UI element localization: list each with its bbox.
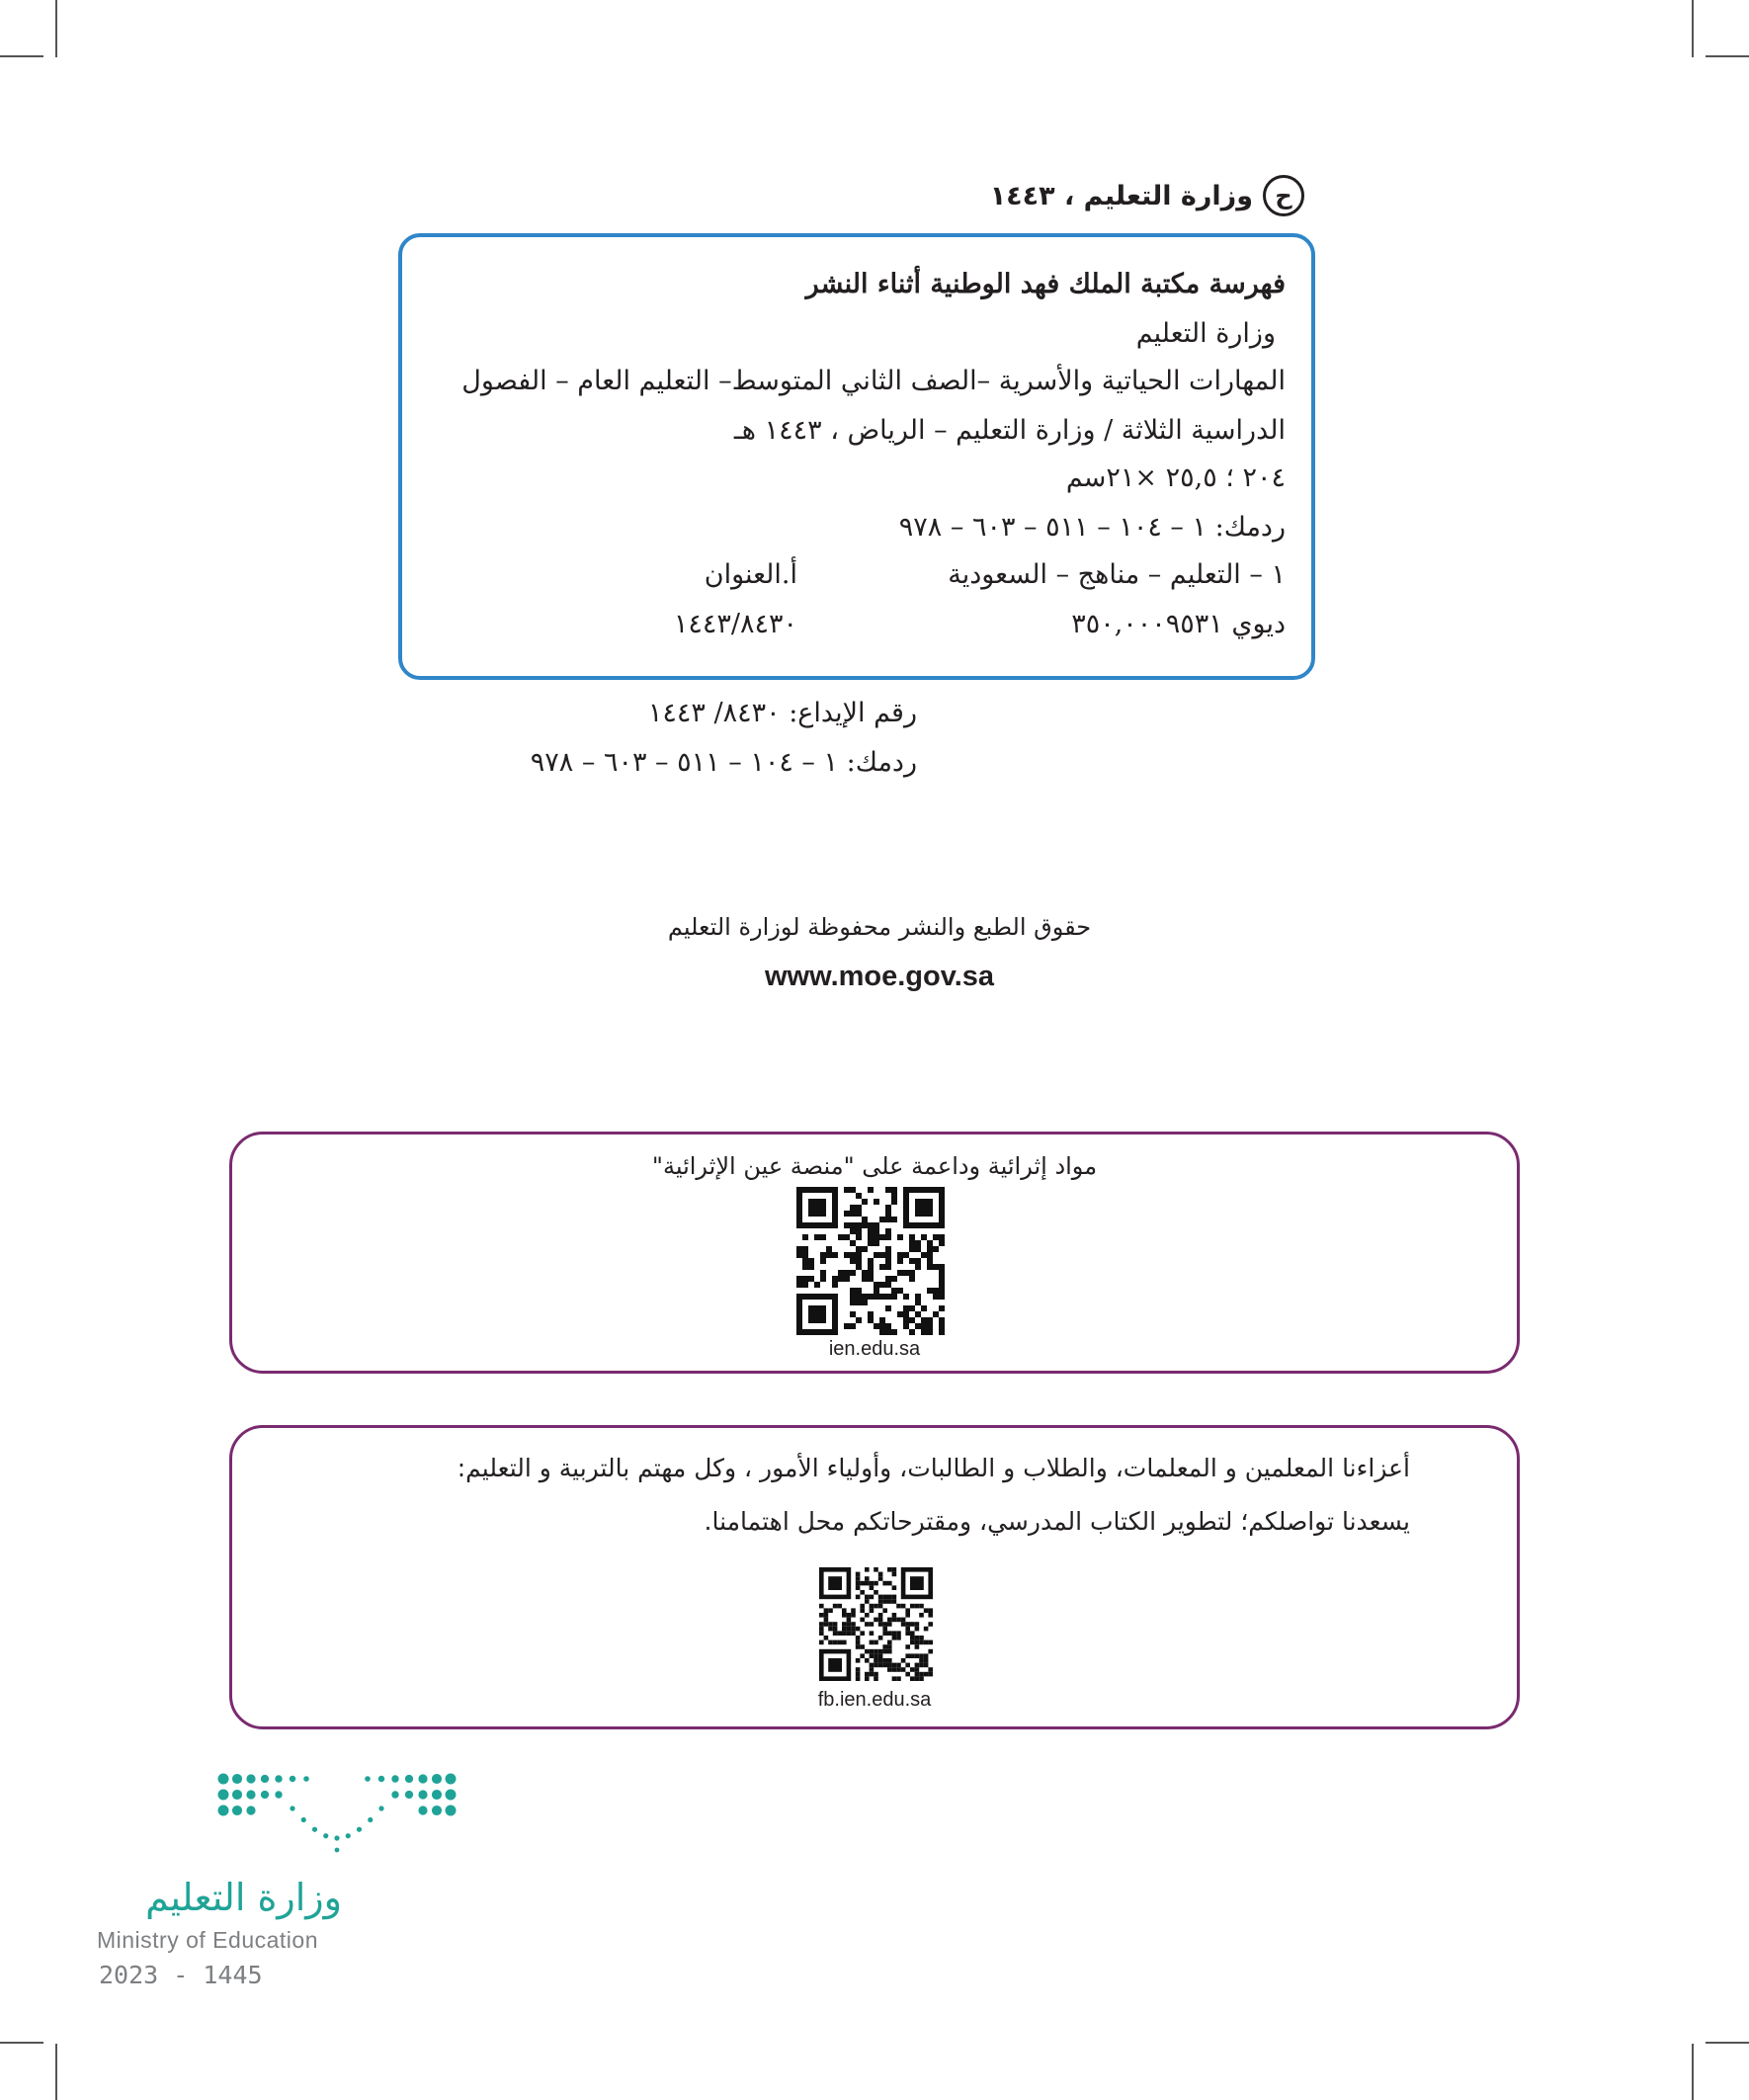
logo-arabic-name: وزارة التعليم [145, 1876, 342, 1919]
crop-mark [1692, 0, 1694, 57]
cataloging-box [398, 233, 1315, 680]
cip-deposit-short: ١٤٤٣/٨٤٣٠ [673, 609, 797, 639]
cip-isbn: ردمك: ١ – ١٠٤ – ٥١١ – ٦٠٣ – ٩٧٨ [898, 512, 1286, 543]
crop-mark [55, 2044, 57, 2100]
crop-mark [55, 0, 57, 57]
cip-author: وزارة التعليم [1135, 318, 1276, 349]
deposit-isbn: ردمك: ١ – ١٠٤ – ٥١١ – ٦٠٣ – ٩٧٨ [530, 747, 917, 778]
feedback-box [229, 1425, 1520, 1729]
crop-mark [1692, 2044, 1694, 2100]
copyright-mark: ح [1263, 175, 1304, 216]
rights-notice: حقوق الطبع والنشر محفوظة لوزارة التعليم [667, 913, 1092, 941]
cip-subject: ١ – التعليم – مناهج – السعودية [948, 559, 1286, 590]
deposit-number: رقم الإيداع: ٨٤٣٠/ ١٤٤٣ [647, 698, 917, 728]
logo-english-name: Ministry of Education [97, 1927, 318, 1953]
feedback-line1: أعزاءنا المعلمين و المعلمات، والطلاب و الطالبات، وأولياء الأمور ، وكل مهتم بالتربية و التعليم: [457, 1454, 1410, 1482]
feedback-qr-caption[interactable]: fb.ien.edu.sa [817, 1689, 932, 1711]
ien-text[interactable]: مواد إثرائية وداعمة على "منصة عين الإثرائية" [651, 1152, 1098, 1180]
copyright-text: وزارة التعليم ، ١٤٤٣ [989, 180, 1253, 211]
feedback-line2: يسعدنا تواصلكم؛ لتطوير الكتاب المدرسي، ومقترحاتكم محل اهتمامنا. [704, 1507, 1410, 1536]
cip-title-line1: المهارات الحياتية والأسرية –الصف الثاني المتوسط– التعليم العام – الفصول [461, 366, 1286, 396]
crop-mark [1706, 2042, 1749, 2044]
cip-title-entry: أ.العنوان [704, 559, 797, 590]
logo-year: 2023 - 1445 [99, 1961, 263, 1989]
copyright-line [988, 172, 1304, 219]
ien-qr-code[interactable] [796, 1187, 945, 1335]
ien-platform-box [229, 1132, 1520, 1374]
crop-mark [1706, 55, 1749, 57]
ien-qr-caption[interactable]: ien.edu.sa [828, 1338, 921, 1360]
ministry-logo [95, 1769, 470, 2095]
cip-dewey: ديوي ٣٥٠,٠٠٠٩٥٣١ [1071, 609, 1286, 639]
feedback-qr-code[interactable] [819, 1567, 933, 1681]
cip-title-line2: الدراسية الثلاثة / وزارة التعليم – الرياض ، ١٤٤٣ هـ [733, 415, 1286, 446]
ministry-dots-emblem-icon [213, 1769, 460, 1858]
crop-mark [0, 2042, 43, 2044]
crop-mark [0, 55, 43, 57]
cip-pages: ٢٠٤ ؛ ٢٥,٥ ×٢١سم [1065, 462, 1286, 493]
website-link[interactable]: www.moe.gov.sa [764, 961, 995, 992]
cip-heading: فهرسة مكتبة الملك فهد الوطنية أثناء النشر [805, 269, 1286, 299]
